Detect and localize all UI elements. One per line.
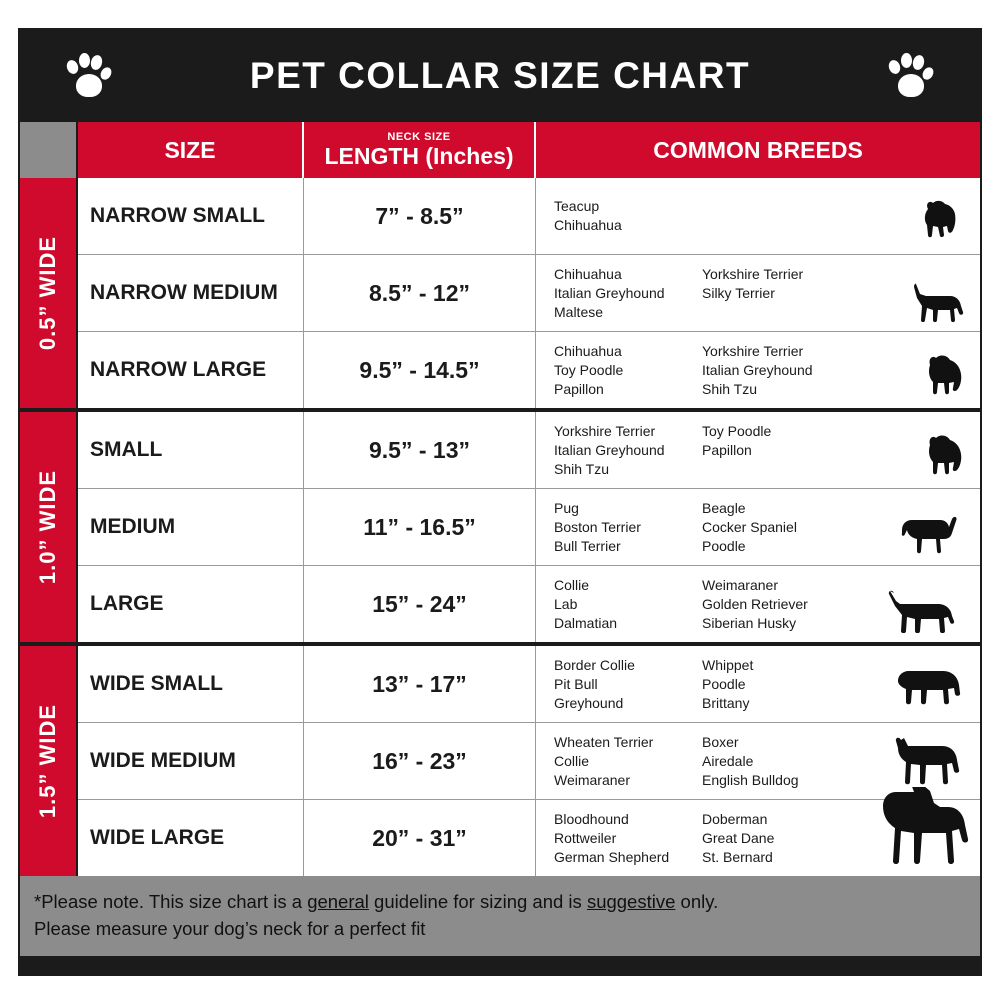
header-length-main: LENGTH (Inches) <box>324 143 514 169</box>
group-width-label <box>20 646 78 876</box>
breed-name: Chihuahua <box>554 217 622 233</box>
papillon-silhouette <box>914 353 970 404</box>
breed-name: Maltese <box>554 303 604 320</box>
breed-name: Cocker Spaniel <box>702 518 797 535</box>
chihuahua-silhouette <box>906 278 970 327</box>
header-size: SIZE <box>78 122 304 178</box>
cell-size: WIDE MEDIUM <box>78 723 304 799</box>
group-rows <box>78 646 980 876</box>
breed-column <box>554 656 702 713</box>
page-title: PET COLLAR SIZE CHART <box>249 55 751 96</box>
breed-name: Doberman <box>702 810 768 827</box>
breed-column <box>554 810 702 867</box>
breed-name: Great Dane <box>702 829 775 846</box>
cell-neck-length: 7” - 8.5” <box>304 178 536 254</box>
yorkie-silhouette <box>914 199 970 250</box>
paw-icon <box>62 48 116 102</box>
cell-common-breeds <box>536 178 980 254</box>
breed-name: Rottweiler <box>554 829 617 846</box>
paw-icon <box>884 48 938 102</box>
breed-column <box>554 265 702 322</box>
breed-name: Italian Greyhound <box>554 284 665 301</box>
breed-name: Yorkshire Terrier <box>702 265 804 282</box>
group-width-label-text: 1.5” WIDE <box>35 703 60 819</box>
table-row <box>78 566 980 642</box>
breed-name: Silky Terrier <box>702 284 775 301</box>
breed-column <box>554 576 702 633</box>
breed-name: Golden Retriever <box>702 595 808 612</box>
size-table <box>20 122 980 876</box>
header-corner-blank <box>20 122 78 178</box>
cell-common-breeds <box>536 646 980 722</box>
table-row <box>78 332 980 408</box>
breed-name: Boston Terrier <box>554 518 641 535</box>
cell-size: NARROW LARGE <box>78 332 304 408</box>
cell-size: WIDE LARGE <box>78 800 304 876</box>
breed-column <box>702 499 850 556</box>
breed-name: Siberian Husky <box>702 614 797 631</box>
cell-common-breeds <box>536 332 980 408</box>
cell-neck-length: 16” - 23” <box>304 723 536 799</box>
breed-name: Border Collie <box>554 656 635 673</box>
cell-size: SMALL <box>78 412 304 488</box>
breed-column <box>554 422 702 479</box>
group-width-label <box>20 412 78 642</box>
cell-common-breeds <box>536 566 980 642</box>
papillon-silhouette <box>914 433 970 484</box>
breed-name: Bull Terrier <box>554 537 621 554</box>
header-length-sub: NECK SIZE <box>387 131 451 143</box>
table-row <box>78 723 980 800</box>
breed-name: Collie <box>554 576 590 593</box>
breed-name: Dalmatian <box>554 614 618 631</box>
breed-name: Wheaten Terrier <box>554 733 654 750</box>
footer-text-b: guideline for sizing and is <box>368 891 587 912</box>
breed-column <box>702 342 850 399</box>
breed-name: Weimaraner <box>702 576 778 593</box>
breed-column <box>702 265 850 322</box>
breed-name: Beagle <box>702 499 746 516</box>
table-row <box>78 646 980 723</box>
breed-column <box>702 733 850 790</box>
breed-name: Papillon <box>554 380 604 397</box>
breed-name: Poodle <box>702 537 746 554</box>
group-width-label <box>20 178 78 408</box>
breed-column <box>702 576 850 633</box>
cell-common-breeds <box>536 800 980 876</box>
header-length <box>304 122 536 178</box>
breed-column <box>554 342 702 399</box>
footer-underline-general: general <box>307 891 369 912</box>
table-row <box>78 489 980 566</box>
breed-name: Toy Poodle <box>554 361 624 378</box>
breed-name: St. Bernard <box>702 848 773 865</box>
breed-name: Airedale <box>702 752 754 769</box>
footer-line-2: Please measure your dog’s neck for a perfect fit <box>34 918 426 939</box>
cell-size: NARROW MEDIUM <box>78 255 304 331</box>
table-row <box>78 255 980 332</box>
width-group <box>20 178 980 412</box>
cell-neck-length: 11” - 16.5” <box>304 489 536 565</box>
cell-neck-length: 13” - 17” <box>304 646 536 722</box>
cell-size: MEDIUM <box>78 489 304 565</box>
cell-size: LARGE <box>78 566 304 642</box>
breed-column <box>702 810 850 867</box>
cell-common-breeds <box>536 255 980 331</box>
breed-name: Brittany <box>702 694 750 711</box>
table-body <box>20 178 980 876</box>
breed-name: German Shepherd <box>554 848 670 865</box>
table-row <box>78 800 980 876</box>
group-width-label-text: 1.0” WIDE <box>35 469 60 585</box>
breed-column <box>702 422 850 479</box>
cell-neck-length: 9.5” - 14.5” <box>304 332 536 408</box>
footer-underline-suggestive: suggestive <box>586 891 676 912</box>
cell-size: NARROW SMALL <box>78 178 304 254</box>
width-group <box>20 646 980 876</box>
header-breeds: COMMON BREEDS <box>653 136 863 163</box>
breed-name: Teacup <box>554 198 600 214</box>
table-row <box>78 412 980 489</box>
group-rows <box>78 178 980 408</box>
breed-name: Chihuahua <box>554 342 622 359</box>
footer-note <box>20 876 980 956</box>
breed-name: Italian Greyhound <box>702 361 813 378</box>
beagle-silhouette <box>894 512 970 561</box>
breed-name: Bloodhound <box>554 810 629 827</box>
footer-text-a: *Please note. This size chart is a <box>34 891 308 912</box>
breed-name: Pug <box>554 499 579 516</box>
table-header-row <box>20 122 980 178</box>
group-width-label-text: 0.5” WIDE <box>35 235 60 351</box>
bulldog-silhouette <box>886 667 970 718</box>
cell-neck-length: 9.5” - 13” <box>304 412 536 488</box>
breed-name: Chihuahua <box>554 265 622 282</box>
breed-column <box>554 733 702 790</box>
breed-name: Collie <box>554 752 590 769</box>
breed-name: Whippet <box>702 656 754 673</box>
cell-common-breeds <box>536 489 980 565</box>
breed-column <box>702 656 850 713</box>
breed-name: Italian Greyhound <box>554 441 665 458</box>
cell-neck-length: 20” - 31” <box>304 800 536 876</box>
footer-text-c: only. <box>675 891 719 912</box>
breed-column <box>702 197 850 235</box>
breed-name: English Bulldog <box>702 771 799 788</box>
chart-header <box>20 30 980 122</box>
breed-name: Papillon <box>702 441 752 458</box>
width-group <box>20 412 980 646</box>
breed-column <box>554 499 702 556</box>
breed-name: Pit Bull <box>554 675 598 692</box>
footer-line-1 <box>34 888 966 915</box>
chart-frame <box>18 28 982 976</box>
breed-name: Boxer <box>702 733 739 750</box>
doberman-silhouette <box>860 787 970 872</box>
cell-neck-length: 8.5” - 12” <box>304 255 536 331</box>
breed-name: Shih Tzu <box>554 460 609 477</box>
breed-name: Yorkshire Terrier <box>702 342 804 359</box>
cell-common-breeds <box>536 412 980 488</box>
cell-size: WIDE SMALL <box>78 646 304 722</box>
breed-name: Greyhound <box>554 694 624 711</box>
breed-name: Shih Tzu <box>702 380 757 397</box>
table-row <box>78 178 980 255</box>
breed-name: Lab <box>554 595 578 612</box>
breed-name: Weimaraner <box>554 771 630 788</box>
group-rows <box>78 412 980 642</box>
breed-name: Yorkshire Terrier <box>554 422 656 439</box>
cell-neck-length: 15” - 24” <box>304 566 536 642</box>
breed-name: Toy Poodle <box>702 422 772 439</box>
breed-column <box>554 197 702 235</box>
breed-name: Poodle <box>702 675 746 692</box>
retriever-silhouette <box>884 585 970 638</box>
boxer-silhouette <box>884 734 970 795</box>
